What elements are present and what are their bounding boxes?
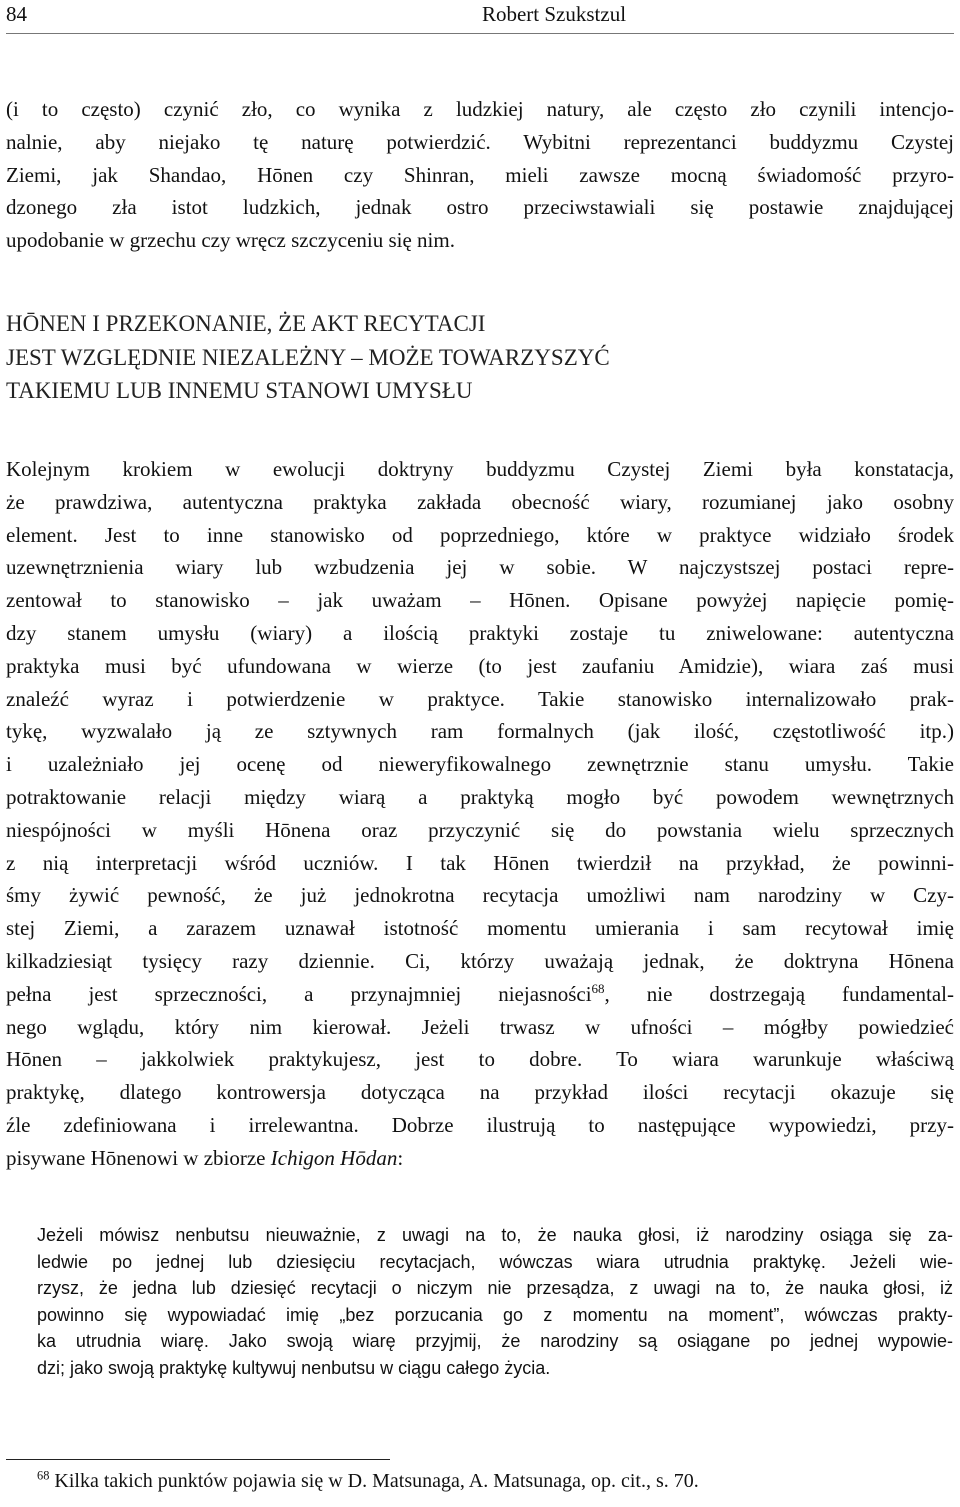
header-rule: [6, 33, 954, 34]
paragraph-2: [6, 453, 954, 1175]
text-fragment: pełna jest sprzeczności, a przynajmniej niejasności: [6, 981, 592, 1006]
paragraph-1: [6, 93, 954, 257]
heading-line: JEST WZGLĘDNIE NIEZALEŻNY – MOŻE TOWARZYSZYĆ: [6, 344, 610, 370]
text-line: praktyka musi być ufundowana w wierze (to jest zaufaniu Amidzie), wiara zaś musi: [6, 653, 954, 678]
text-line: Hōnen – jakkolwiek praktykujesz, jest to dobre. To wiara warunkuje właściwą: [6, 1047, 954, 1072]
quote-line: dzi; jako swoją praktykę kultywuj nenbutsu w ciągu całego życia.: [37, 1357, 551, 1378]
text-line-with-footnote-ref: [6, 978, 954, 1011]
text-line: dzy stanem umysłu (wiary) a ilością praktyki zostaje tu zniwelowane: autentyczna: [6, 620, 954, 645]
text-line: praktykę, dlatego kontrowersja dotycząca na przykład ilości recytacji okazuje się: [6, 1080, 954, 1105]
text-line: stej Ziemi, a zarazem uznawał istotność momentu umierania i sam recytował imię: [6, 916, 954, 941]
text-fragment: , nie dostrzegają fundamental-: [604, 981, 954, 1006]
text-line: znaleźć wyraz i potwierdzenie w praktyce. Takie stanowisko internalizowało prak-: [6, 686, 954, 711]
text-line: i uzależniało jej ocenę od nieweryfikowalnego zewnętrznie stanu umysłu. Takie: [6, 752, 954, 777]
work-title: Ichigon Hōdan: [270, 1145, 398, 1170]
text-line: że prawdziwa, autentyczna praktyka zakłada obecność wiary, rozumianej jako osobny: [6, 489, 954, 514]
footnote-separator: [6, 1459, 390, 1460]
section-heading: [6, 307, 954, 408]
text-line: uzewnętrznienia wiary lub wzbudzenia jej w sobie. W najczystszej postaci repre-: [6, 555, 954, 580]
footnote: [37, 1470, 699, 1493]
text-line: śmy żywić pewność, że już jednokrotna recytacja umożliwi nam narodziny w Czy-: [6, 883, 954, 908]
text-line: nego wglądu, który nim kierował. Jeżeli trwasz w ufności – mógłby powiedzieć: [6, 1014, 954, 1039]
text-line: dzonego zła istot ludzkich, jednak ostro przeciwstawiali się postawie znajdującej: [6, 195, 954, 220]
heading-line: TAKIEMU LUB INNEMU STANOWI UMYSŁU: [6, 378, 473, 403]
quote-line: Jeżeli mówisz nenbutsu nieuważnie, z uwagi na to, że nauka głosi, iż narodziny osiąga się za-: [37, 1225, 953, 1245]
block-quote: [37, 1222, 953, 1381]
page-header: [6, 0, 954, 30]
text-line: kilkadziesiąt tysięcy razy dziennie. Ci, którzy uważają jednak, że doktryna Hōnena: [6, 948, 954, 973]
text-line: upodobanie w grzechu czy wręcz szczyceniu się nim.: [6, 228, 455, 253]
text-line: zentował to stanowisko – jak uważam – Hōnen. Opisane powyżej napięcie pomię-: [6, 588, 954, 613]
footnote-number: 68: [37, 1468, 50, 1483]
text-line-with-title: [6, 1142, 954, 1175]
text-line: niespójności w myśli Hōnena oraz przyczynić się do powstania wielu sprzecznych: [6, 817, 954, 842]
text-line: potraktowanie relacji między wiarą a praktyką mogło być powodem wewnętrznych: [6, 784, 954, 809]
quote-line: rzysz, że jedna lub dziesięć recytacji o niczym nie przesądza, z uwagi na to, że nauka głosi, iż: [37, 1278, 953, 1298]
heading-line: HŌNEN I PRZEKONANIE, ŻE AKT RECYTACJI: [6, 311, 486, 336]
text-line: źle zdefiniowana i irrelewantna. Dobrze ilustrują to następujące wypowiedzi, przy-: [6, 1112, 954, 1137]
text-line: (i to często) czynić zło, co wynika z ludzkiej natury, ale często zło czynili intencjo-: [6, 97, 954, 121]
text-line: Kolejnym krokiem w ewolucji doktryny buddyzmu Czystej Ziemi była konstatacja,: [6, 457, 954, 481]
text-fragment: pisywane Hōnenowi w zbiorze: [6, 1145, 271, 1170]
text-line: element. Jest to inne stanowisko od poprzedniego, które w praktyce widziało środek: [6, 522, 954, 547]
running-head: Robert Szukstzul: [481, 2, 627, 26]
text-line: nalnie, aby niejako tę naturę potwierdzić. Wybitni reprezentanci buddyzmu Czystej: [6, 129, 954, 154]
text-fragment: :: [397, 1145, 404, 1170]
quote-line: ledwie po jednej lub dziesięciu recytacjach, wówczas wiara utrudnia praktykę. Jeżeli wie-: [37, 1251, 953, 1272]
text-line: tykę, wyzwalało ją ze sztywnych ram formalnych (jak ilość, częstotliwość itp.): [6, 719, 954, 744]
footnote-text: Kilka takich punktów pojawia się w D. Matsunaga, A. Matsunaga, op. cit., s. 70.: [54, 1470, 699, 1492]
text-line: z nią interpretacji wśród uczniów. I tak Hōnen twierdził na przykład, że powinni-: [6, 850, 954, 875]
footnote-reference[interactable]: 68: [591, 980, 605, 996]
quote-line: ka utrudnia wiarę. Jako swoją wiarę przyjmij, że narodziny są osiągane po jednej wypowie-: [37, 1331, 953, 1351]
page-number: 84: [6, 2, 27, 26]
text-line: Ziemi, jak Shandao, Hōnen czy Shinran, mieli zawsze mocną świadomość przyro-: [6, 162, 954, 187]
quote-line: powinno się wypowiadać imię „bez porzucania go z momentu na moment”, wówczas prakty-: [37, 1304, 953, 1325]
